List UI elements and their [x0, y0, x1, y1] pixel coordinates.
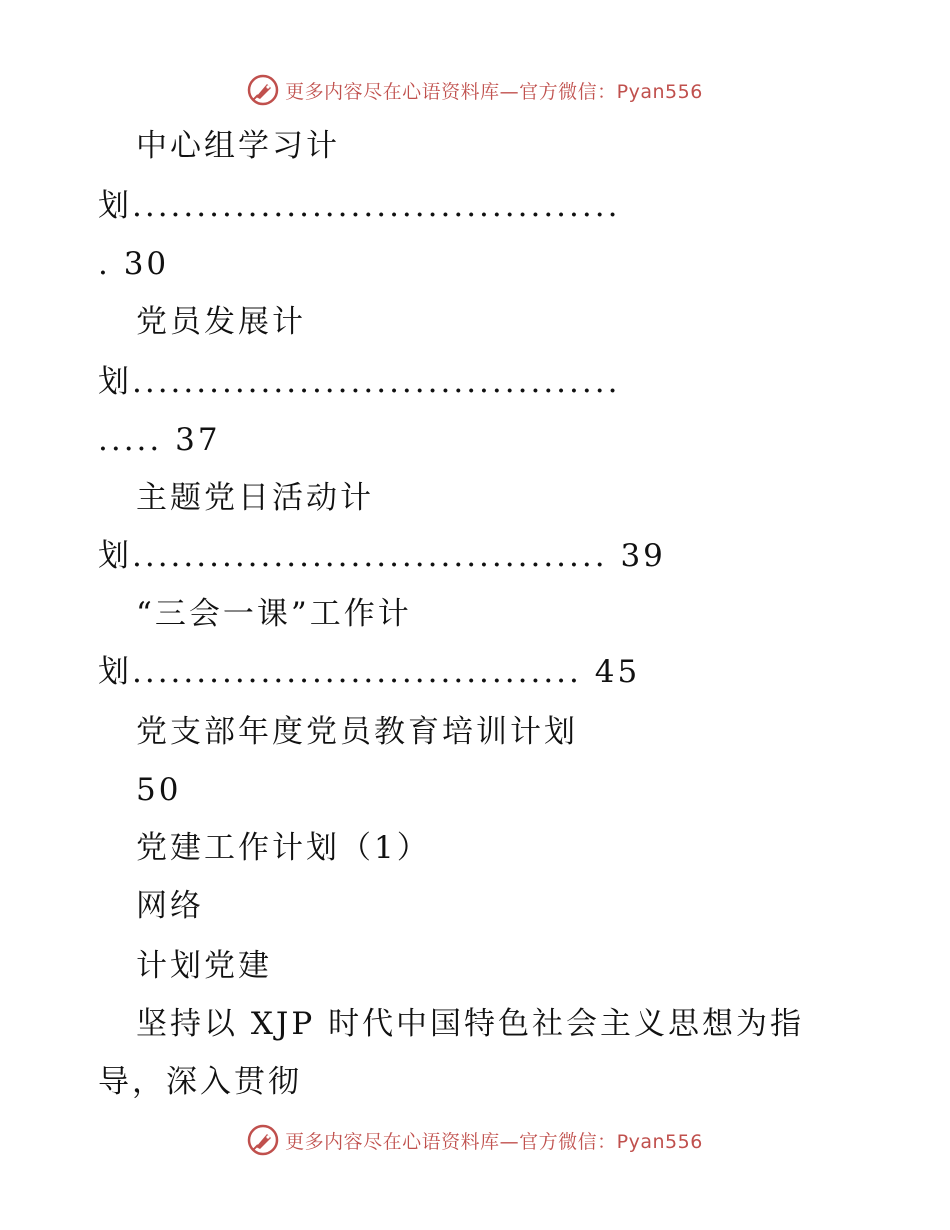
- body-paragraph-line: 导，深入贯彻: [98, 1064, 302, 1100]
- toc-leader-line: 划......................................: [98, 364, 621, 400]
- toc-page-number: . 30: [98, 246, 170, 282]
- footer-watermark: [0, 1120, 950, 1160]
- toc-page-number: ..... 37: [98, 422, 221, 458]
- pen-nib-logo-icon: [247, 1124, 279, 1156]
- toc-leader-line: 划......................................: [98, 188, 621, 224]
- body-paragraph-line: 坚持以 XJP 时代中国特色社会主义思想为指: [136, 1006, 805, 1042]
- toc-title-line: 党支部年度党员教育培训计划: [136, 714, 578, 750]
- toc-page-number: 50: [136, 772, 182, 808]
- toc-title-line: 中心组学习计: [136, 128, 340, 164]
- header-watermark: [0, 70, 950, 110]
- toc-title-line: 党员发展计: [136, 304, 306, 340]
- toc-leader-line: 划..................................... 39: [98, 538, 666, 574]
- toc-leader-line: 划................................... 45: [98, 654, 641, 690]
- text-line: 网络: [136, 888, 204, 924]
- footer-watermark-text: 更多内容尽在心语资料库—官方微信：Pyan556: [285, 1130, 703, 1153]
- toc-title-line: “三会一课”工作计: [136, 596, 412, 632]
- toc-title-line: 主题党日活动计: [136, 480, 374, 516]
- section-heading: 党建工作计划（1）: [136, 830, 431, 866]
- pen-nib-logo-icon: [247, 74, 279, 106]
- text-line: 计划党建: [136, 948, 272, 984]
- header-watermark-text: 更多内容尽在心语资料库—官方微信：Pyan556: [285, 80, 703, 103]
